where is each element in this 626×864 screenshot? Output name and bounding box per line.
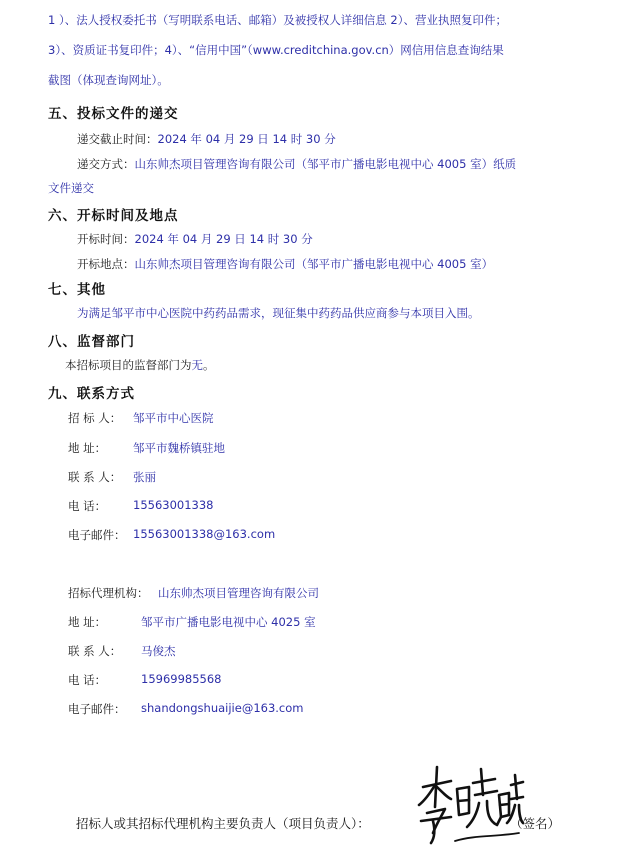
deadline-row xyxy=(77,131,336,147)
handwritten-signature xyxy=(415,755,525,850)
deadline-label: 递交截止时间： xyxy=(77,132,158,146)
agent-name-value: 山东帅杰项目管理咨询有限公司 xyxy=(158,586,319,600)
agent-name-label: 招标代理机构： xyxy=(68,586,149,600)
agent-email-value[interactable]: shandongshuaijie@163.com xyxy=(141,701,304,715)
section-9-title: 九、联系方式 xyxy=(48,386,135,402)
open-place-label: 开标地点： xyxy=(77,257,135,271)
section-5-title: 五、投标文件的递交 xyxy=(48,106,179,122)
buyer-phone-value: 15563001338 xyxy=(133,498,214,512)
supervision-suffix: 。 xyxy=(203,358,215,372)
buyer-phone-label: 电 话： xyxy=(68,499,107,513)
open-time-row xyxy=(77,231,313,247)
deadline-value: 2024 年 04 月 29 日 14 时 30 分 xyxy=(157,132,336,146)
agent-phone-label: 电 话： xyxy=(68,673,107,687)
agent-addr-label: 地 址： xyxy=(68,615,107,629)
agent-phone-value: 15969985568 xyxy=(141,672,222,686)
intro-line-1: 1 ）、法人授权委托书（写明联系电话、邮箱）及被授权人详细信息 2）、营业执照复印件； xyxy=(48,13,507,27)
buyer-email-label: 电子邮件： xyxy=(68,528,126,542)
buyer-addr-label: 地 址： xyxy=(68,441,107,455)
section-6-title: 六、开标时间及地点 xyxy=(48,208,179,224)
footer-text: 招标人或其招标代理机构主要负责人（项目负责人）： xyxy=(76,816,370,831)
method-value: 山东帅杰项目管理咨询有限公司（邹平市广播电影电视中心 4005 室）纸质 xyxy=(134,157,517,171)
intro-line-2: 3）、资质证书复印件；4）、“信用中国”（www.creditchina.gov.cn）网信用信息查询结果 xyxy=(48,43,504,57)
intro-line-3: 截图（体现查询网址）。 xyxy=(48,73,169,87)
agent-email-label: 电子邮件： xyxy=(68,702,126,716)
method-value-cont: 文件递交 xyxy=(48,181,94,195)
other-text: 为满足邹平市中心医院中药药品需求，现征集中药药品供应商参与本项目入围。 xyxy=(77,306,480,320)
open-time-label: 开标时间： xyxy=(77,232,135,246)
method-label: 递交方式： xyxy=(77,157,135,171)
section-8-title: 八、监督部门 xyxy=(48,334,135,350)
agent-contact-value: 马俊杰 xyxy=(141,644,176,658)
agent-contact-label: 联 系 人： xyxy=(68,644,122,658)
section-7-title: 七、其他 xyxy=(48,282,106,298)
method-row xyxy=(77,156,516,172)
buyer-contact-label: 联 系 人： xyxy=(68,470,122,484)
supervision-value: 无 xyxy=(191,358,203,372)
agent-addr-value: 邹平市广播电影电视中心 4025 室 xyxy=(141,615,316,629)
open-place-row xyxy=(77,256,493,272)
open-place-value: 山东帅杰项目管理咨询有限公司（邹平市广播电影电视中心 4005 室） xyxy=(134,257,494,271)
open-time-value: 2024 年 04 月 29 日 14 时 30 分 xyxy=(134,232,313,246)
supervision-text xyxy=(65,357,215,373)
buyer-contact-value: 张丽 xyxy=(133,470,156,484)
buyer-email-value[interactable]: 15563001338@163.com xyxy=(133,527,276,541)
supervision-prefix: 本招标项目的监督部门为 xyxy=(65,358,192,372)
buyer-name-value: 邹平市中心医院 xyxy=(133,411,214,425)
sign-label: （签名） xyxy=(510,816,561,831)
buyer-addr-value: 邹平市魏桥镇驻地 xyxy=(133,441,225,455)
buyer-name-label: 招 标 人： xyxy=(68,411,122,425)
